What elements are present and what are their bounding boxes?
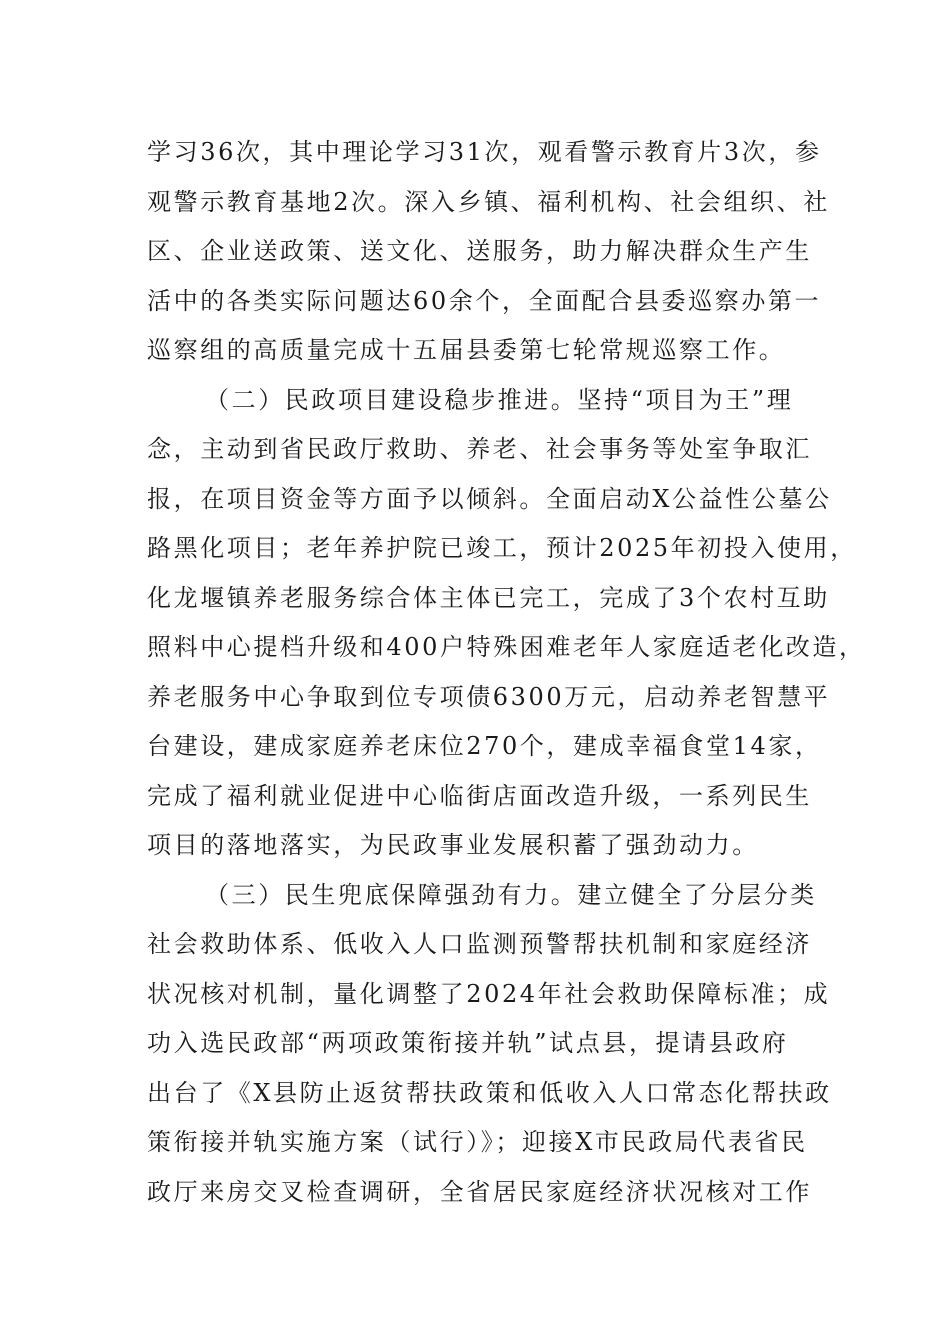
text-line: 出台了《X县防止返贫帮扶政策和低收入人口常态化帮扶政 bbox=[147, 1078, 832, 1107]
text-line: 念，主动到省民政厅救助、养老、社会事务等处室争取汇 bbox=[147, 435, 812, 463]
text-line: 化龙堰镇养老服务综合体主体已完工，完成了3个农村互助 bbox=[147, 583, 830, 612]
text-line: 台建设，建成家庭养老床位270个，建成幸福食堂14家， bbox=[147, 732, 822, 760]
text-line: 观警示教育基地2次。深入乡镇、福利机构、社会组织、社 bbox=[147, 187, 830, 216]
text-line: 养老服务中心争取到位专项债6300万元，启动养老智慧平 bbox=[147, 682, 831, 711]
text-line: 路黑化项目；老年养护院已竣工，预计2025年初投入使用， bbox=[147, 534, 857, 562]
text-line: 区、企业送政策、送文化、送服务，助力解决群众生产生 bbox=[147, 237, 812, 265]
text-line: 照料中心提档升级和400户特殊困难老年人家庭适老化改造， bbox=[147, 633, 866, 661]
text-line: 策衔接并轨实施方案（试行）》；迎接X市民政局代表省民 bbox=[147, 1128, 808, 1156]
text-line: 报，在项目资金等方面予以倾斜。全面启动X公益性公墓公 bbox=[147, 484, 832, 513]
text-line: 政厅来房交叉检查调研，全省居民家庭经济状况核对工作 bbox=[147, 1177, 812, 1206]
text-line: 项目的落地落实，为民政事业发展积蓄了强劲动力。 bbox=[147, 831, 759, 859]
text-line: 巡察组的高质量完成十五届县委第七轮常规巡察工作。 bbox=[147, 336, 786, 364]
text-line: 活中的各类实际问题达60余个，全面配合县委巡察办第一 bbox=[147, 286, 822, 315]
text-line: 学习36次，其中理论学习31次，观看警示教育片3次，参 bbox=[147, 138, 822, 166]
document-body bbox=[147, 128, 866, 1217]
text-line: 功入选民政部“两项政策衔接并轨”试点县，提请县政府 bbox=[147, 1029, 789, 1057]
paragraph-start-line: （三）民生兜底保障强劲有力。建立健全了分层分类 bbox=[205, 880, 817, 909]
text-line: 状况核对机制，量化调整了2024年社会救助保障标准；成 bbox=[147, 979, 831, 1008]
text-line: 完成了福利就业促进中心临街店面改造升级，一系列民生 bbox=[147, 781, 812, 810]
paragraph-start-line: （二）民政项目建设稳步推进。坚持“项目为王”理 bbox=[205, 385, 794, 414]
text-line: 社会救助体系、低收入人口监测预警帮扶机制和家庭经济 bbox=[147, 930, 812, 958]
